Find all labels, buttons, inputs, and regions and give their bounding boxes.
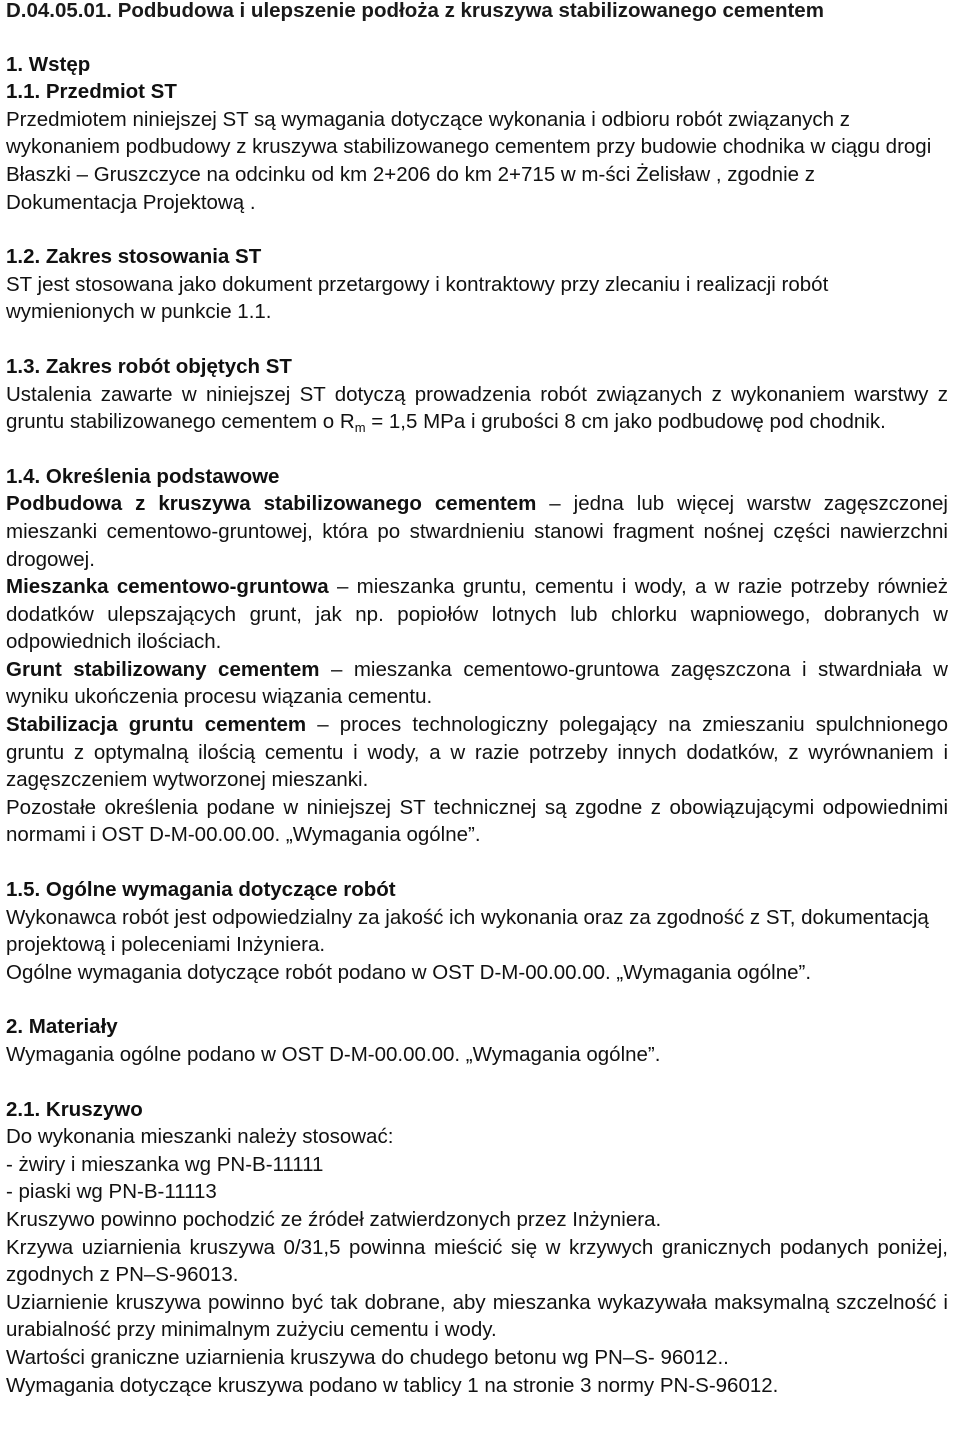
definition-text: – mieszanka gruntu, cementu i wody, a w razie potrzeby również dodatków ulepszających grunt, jak np. popiołów lotnych lub chlorku wapniowego, dobranych w odpowiednich ilościach.	[6, 575, 948, 654]
document-title: D.04.05.01. Podbudowa i ulepszenie podłoża z kruszywa stabilizowanego cementem	[6, 0, 824, 22]
paragraph-2-1-b: Krzywa uziarnienia kruszywa 0/31,5 powinna mieścić się w krzywych granicznych podanych poniżej, zgodnych z PN–S-96013.	[6, 1235, 948, 1287]
heading-1: 1. Wstęp	[6, 52, 91, 76]
definition-text: – jedna lub więcej warstw zagęszczonej mieszanki cementowo-gruntowej, która po stwardnieniu stanowi fragment nośnej części nawierzchni drogowej.	[6, 492, 948, 571]
paragraph-1-3-part-a: Ustalenia zawarte w niniejszej ST dotyczą prowadzenia robót związanych z wykonaniem warstwy z gruntu stabilizowanego cementem o R	[6, 382, 948, 434]
heading-1-5: 1.5. Ogólne wymagania dotyczące robót	[6, 878, 396, 902]
definition-term: Stabilizacja gruntu cementem	[6, 713, 307, 737]
subscript-m: m	[354, 420, 366, 436]
definition-text: – mieszanka cementowo-gruntowa zagęszczona i stwardniała w wyniku ukończenia procesu wiązania cementu.	[6, 657, 948, 709]
list-item: - żwiry i mieszanka wg PN-B-11111	[6, 1152, 324, 1176]
list-item: - piaski wg PN-B-11113	[6, 1180, 217, 1204]
definition-term: Grunt stabilizowany cementem	[6, 657, 320, 681]
heading-1-2: 1.2. Zakres stosowania ST	[6, 245, 262, 269]
paragraph-2-1-intro: Do wykonania mieszanki należy stosować:	[6, 1125, 394, 1149]
paragraph-2-1-e: Wymagania dotyczące kruszywa podano w tablicy 1 na stronie 3 normy PN-S-96012.	[6, 1373, 779, 1397]
paragraph-2: Wymagania ogólne podano w OST D-M-00.00.00. „Wymagania ogólne”.	[6, 1043, 661, 1066]
heading-2: 2. Materiały	[6, 1015, 118, 1039]
definition-3	[6, 656, 948, 711]
paragraph-2-1-c: Uziarnienie kruszywa powinno być tak dobrane, aby mieszanka wykazywała maksymalną szczelność i urabialność przy minimalnym zużyciu cementu i wody.	[6, 1290, 948, 1342]
heading-1-1: 1.1. Przedmiot ST	[6, 80, 177, 104]
heading-1-3: 1.3. Zakres robót objętych ST	[6, 354, 292, 378]
paragraph-1-3	[6, 381, 948, 436]
paragraph-1-1: Przedmiotem niniejszej ST są wymagania dotyczące wykonania i odbioru robót związanych z wykonaniem podbudowy z kruszywa stabilizowanego cementem przy budowie chodnika w ciągu drogi Błaszki – Gruszczyce na odcinku od km 2+206 do km 2+715 w m-ści Żelisław , zgodnie z Dokumentacja Projektową .	[6, 107, 932, 214]
paragraph-2-1-a: Kruszywo powinno pochodzić ze źródeł zatwierdzonych przez Inżyniera.	[6, 1207, 662, 1231]
definition-1	[6, 490, 948, 573]
definition-term: Mieszanka cementowo-gruntowa	[6, 575, 329, 599]
definition-4	[6, 711, 948, 794]
definition-term: Podbudowa z kruszywa stabilizowanego cementem	[6, 492, 537, 516]
paragraph-1-5-b: Ogólne wymagania dotyczące robót podano w OST D-M-00.00.00. „Wymagania ogólne”.	[6, 960, 812, 984]
definition-other: Pozostałe określenia podane w niniejszej ST technicznej są zgodne z obowiązującymi odpowiednimi normami i OST D-M-00.00.00. „Wymagania ogólne”.	[6, 795, 948, 847]
paragraph-1-2: ST jest stosowana jako dokument przetargowy i kontraktowy przy zlecaniu i realizacji robót wymienionych w punkcie 1.1.	[6, 272, 829, 324]
paragraph-1-5-a: Wykonawca robót jest odpowiedzialny za jakość ich wykonania oraz za zgodność z ST, dokumentacją projektową i poleceniami Inżyniera.	[6, 905, 929, 957]
paragraph-2-1-d: Wartości graniczne uziarnienia kruszywa do chudego betonu wg PN–S- 96012..	[6, 1345, 729, 1369]
heading-1-4: 1.4. Określenia podstawowe	[6, 464, 280, 488]
definition-2	[6, 573, 948, 656]
definition-text: – proces technologiczny polegający na zmieszaniu spulchnionego gruntu z optymalną ilością cementu i wody, a w razie potrzeby innych dodatków, z wyrównaniem i zagęszczeniem wytworzonej mieszanki.	[6, 713, 948, 792]
heading-2-1: 2.1. Kruszywo	[6, 1097, 143, 1121]
paragraph-1-3-part-b: = 1,5 MPa i grubości 8 cm jako podbudowę pod chodnik.	[365, 410, 886, 434]
